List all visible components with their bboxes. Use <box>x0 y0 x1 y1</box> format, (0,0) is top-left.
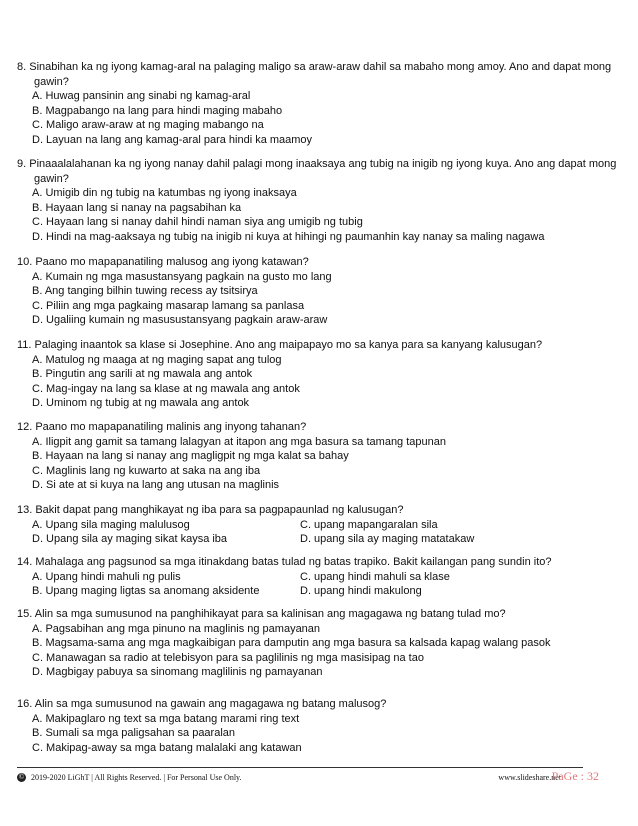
question-stem: 11. Palaging inaantok sa klase si Josephine. Ano ang maipapayo mo sa kanya para sa kanyang kalusugan? <box>17 339 543 351</box>
option-a: A. Matulog ng maaga at ng maging sapat ang tulog <box>32 353 282 366</box>
option-d: D. upang hindi makulong <box>300 585 422 597</box>
question-stem: 9. Pinaaalalahanan ka ng iyong nanay dahil palagi mong inaaksaya ang tubig na inigib ng iyong kuya. Ano ang dapat mong gawin? <box>17 158 617 185</box>
option-a: A. Pagsabihan ang mga pinuno na maglinis ng pamayanan <box>32 622 321 635</box>
option-b: B. Magsama-sama ang mga magkaibigan para damputin ang mga basura sa kalsada kapag walang pasok <box>32 637 551 649</box>
question-15 <box>17 607 629 680</box>
option-a: A. Upang hindi mahuli ng pulis <box>32 570 181 583</box>
question-stem: 16. Alin sa mga sumusunod na gawain ang magagawa ng batang malusog? <box>17 698 387 710</box>
option-d-second: D. upang sila ay maging matatakaw <box>300 533 475 545</box>
question-12 <box>17 420 629 493</box>
option-a: A. Iligpit ang gamit sa tamang lalagyan at itapon ang mga basura sa tamang tapunan <box>32 435 446 448</box>
question-13 <box>17 503 629 547</box>
option-d: D. Upang sila ay maging sikat kaysa iba <box>32 533 228 545</box>
option-b: B. Pingutin ang sarili at ng mawala ang antok <box>32 368 253 380</box>
option-d: D. Uminom ng tubig at ng mawala ang antok <box>32 397 250 409</box>
option-c: C. Mag-ingay na lang sa klase at ng mawala ang antok <box>32 382 300 395</box>
question-stem: 15. Alin sa mga sumusunod na panghihikayat para sa kalinisan ang magagawa ng batang tulad mo? <box>17 608 506 620</box>
option-c: C. upang mapangaralan sila <box>300 518 438 531</box>
option-b: B. Ang tanging bilhin tuwing recess ay tsitsirya <box>32 285 258 297</box>
option-a: A. Umigib din ng tubig na katumbas ng iyong inaksaya <box>32 187 297 199</box>
question-14 <box>17 555 629 599</box>
page-footer <box>17 769 629 788</box>
website-link[interactable]: www.slideshare.net <box>498 773 561 782</box>
option-d: D. Magbigay pabuya sa sinomang maglilinis ng pamayanan <box>32 666 323 678</box>
option-c: C. Maglinis lang ng kuwarto at saka na ang iba <box>32 464 261 477</box>
copyright-icon: © <box>18 773 25 781</box>
copyright-text: 2019-2020 LiGhT | All Rights Reserved. | For Personal Use Only. <box>31 773 242 782</box>
question-11 <box>17 338 629 411</box>
option-c: C. upang hindi mahuli sa klase <box>300 570 450 583</box>
option-d: D. Si ate at si kuya na lang ang utusan na maglinis <box>32 479 280 491</box>
option-b: B. Magpabango na lang para hindi maging mabaho <box>32 104 283 117</box>
option-c: C. Manawagan sa radio at telebisyon para sa paglilinis ng mga masisipag na tao <box>32 651 424 664</box>
option-c: C. Hayaan lang si nanay dahil hindi naman siya ang umigib ng tubig <box>32 216 363 228</box>
option-d: D. Ugaliing kumain ng masusustansyang pagkain araw-araw <box>32 314 328 326</box>
question-8 <box>17 60 629 147</box>
question-stem: 14. Mahalaga ang pagsunod sa mga itinakdang batas tulad ng batas trapiko. Bakit kailangan pang sundin ito? <box>17 556 552 568</box>
question-stem: 10. Paano mo mapapanatiling malusog ang iyong katawan? <box>17 256 309 268</box>
option-a: A. Upang sila maging malulusog <box>32 518 190 531</box>
question-9 <box>17 157 629 244</box>
option-b: B. Upang maging ligtas sa anomang aksidente <box>32 585 260 597</box>
question-stem: 13. Bakit dapat pang manghikayat ng iba para sa pagpapaunlad ng kalusugan? <box>17 504 404 516</box>
option-d: D. Hindi na mag-aaksaya ng tubig na inigib ni kuya at hihingi ng paumanhin kay nanay sa maling nagawa <box>32 230 545 243</box>
option-c: C. Piliin ang mga pagkaing masarap lamang sa panlasa <box>32 299 305 312</box>
option-a: A. Kumain ng mga masustansyang pagkain na gusto mo lang <box>32 270 332 283</box>
option-b: B. Sumali sa mga paligsahan sa paaralan <box>32 727 236 739</box>
question-stem: 8. Sinabihan ka ng iyong kamag-aral na palaging maligo sa araw-araw dahil sa mabaho mong amoy. Ano and dapat mong gawin? <box>17 61 612 88</box>
question-stem: 12. Paano mo mapapanatiling malinis ang inyong tahanan? <box>17 421 307 433</box>
option-a: A. Makipaglaro ng text sa mga batang marami ring text <box>32 712 300 725</box>
option-b: B. Hayaan na lang si nanay ang magligpit ng mga kalat sa bahay <box>32 450 349 462</box>
question-10 <box>17 255 629 328</box>
footer-divider <box>17 767 583 768</box>
option-b: B. Hayaan lang si nanay na pagsabihan ka <box>32 201 242 214</box>
page-number: PaGe : 32 <box>551 769 599 783</box>
option-grid <box>17 570 629 599</box>
question-16 <box>17 697 629 755</box>
option-c: C. Maligo araw-araw at ng maging mabango na <box>32 119 264 131</box>
option-d: D. Layuan na lang ang kamag-aral para hindi ka maamoy <box>32 133 313 146</box>
option-c: C. Makipag-away sa mga batang malalaki ang katawan <box>32 741 302 754</box>
option-grid <box>17 518 629 547</box>
option-a: A. Huwag pansinin ang sinabi ng kamag-aral <box>32 90 251 102</box>
